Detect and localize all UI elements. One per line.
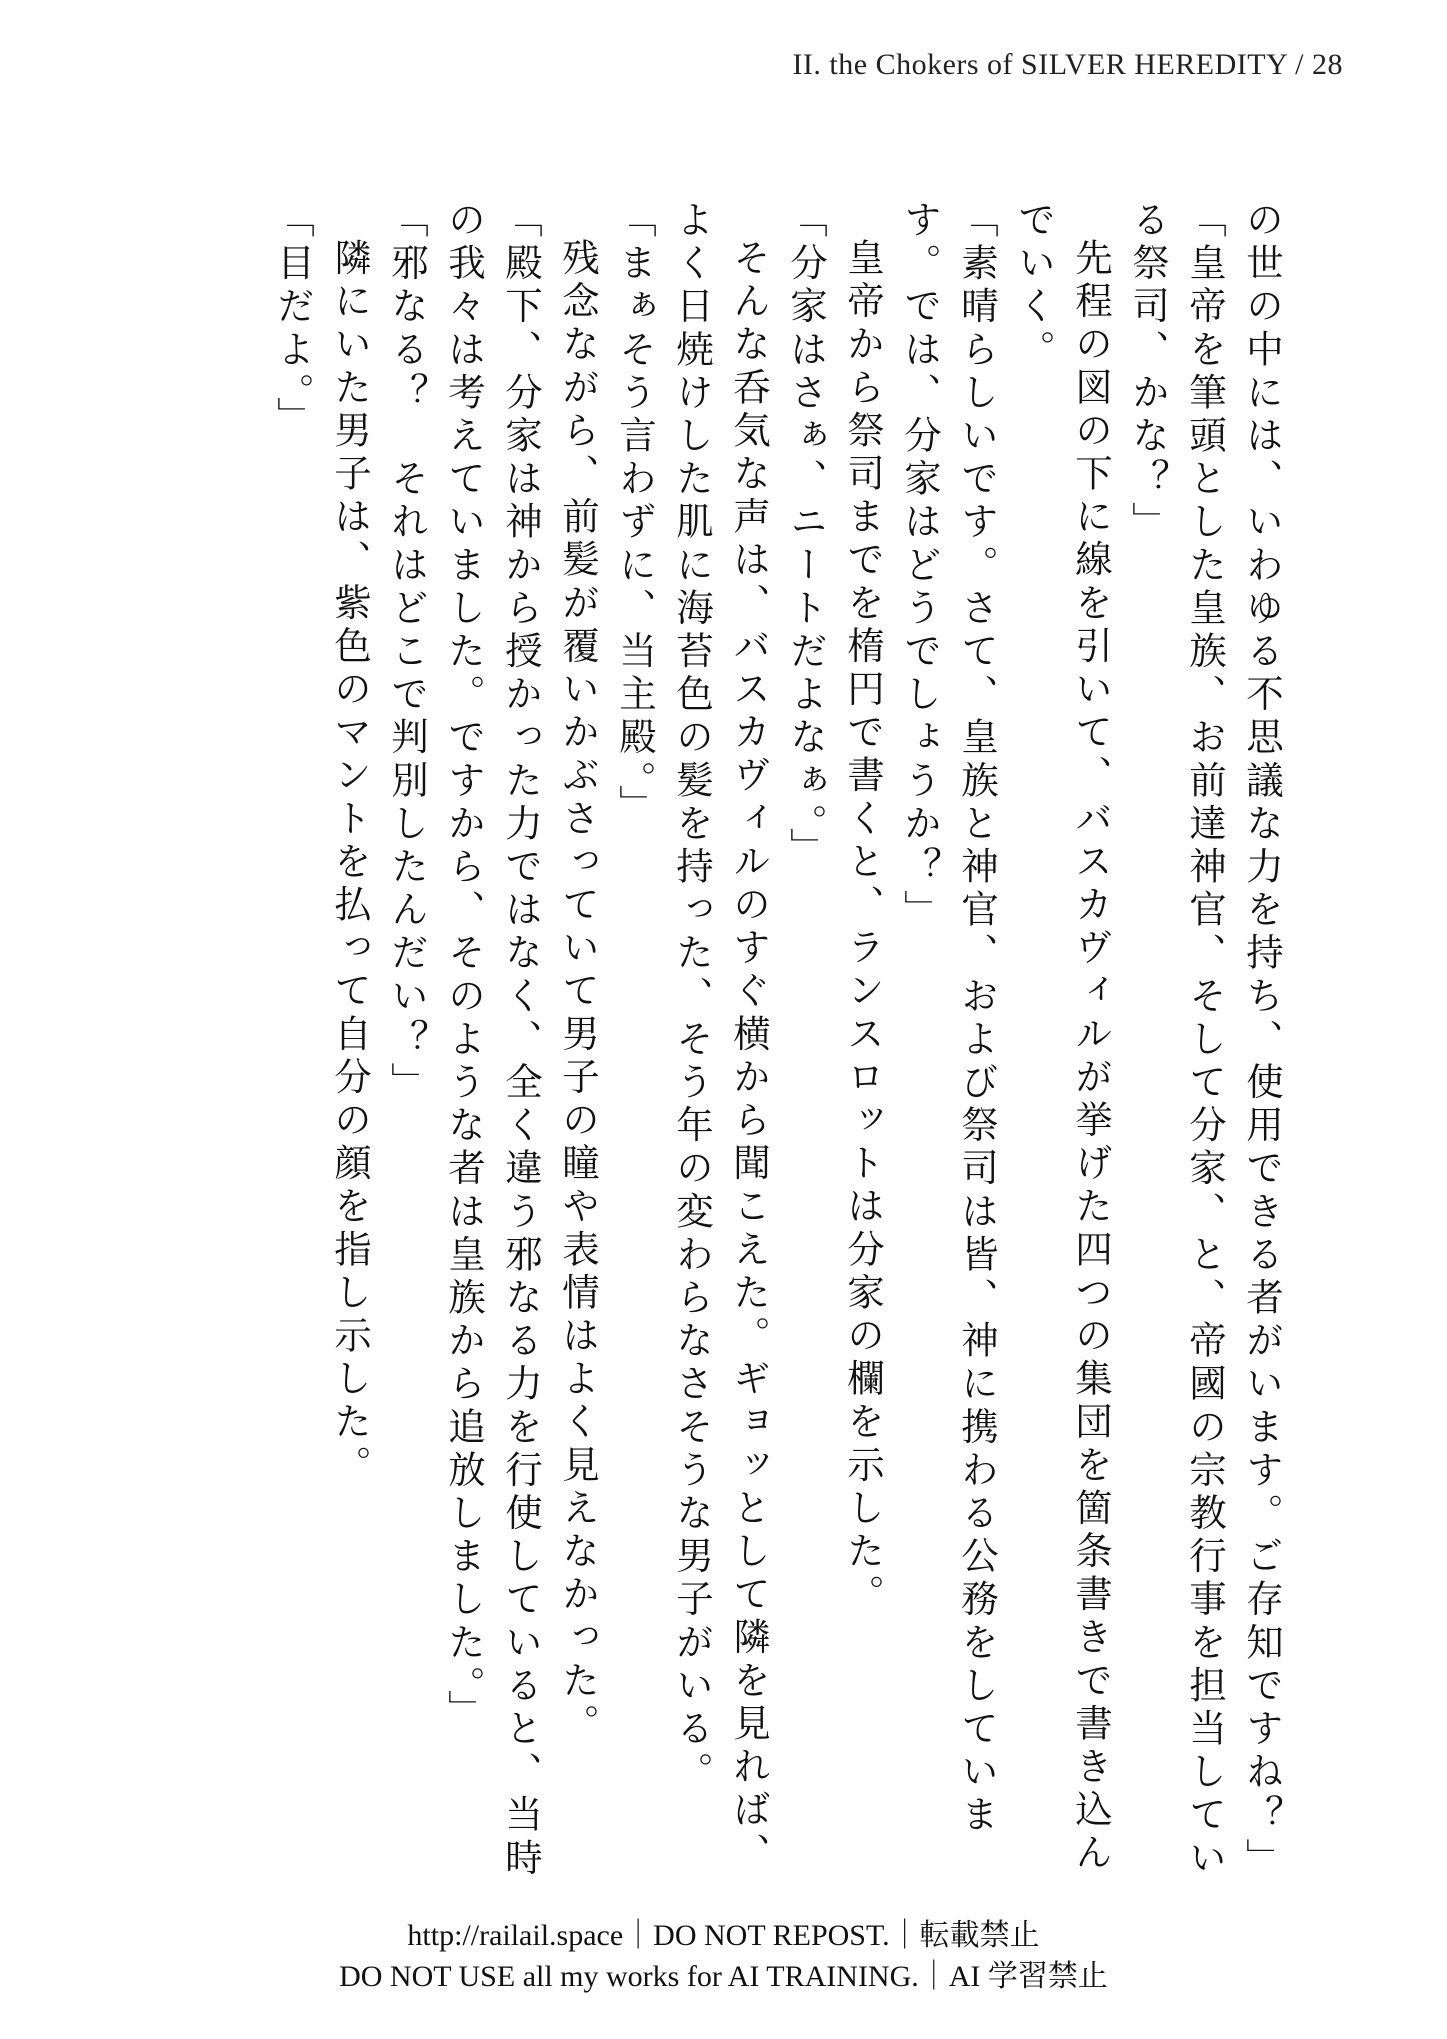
paragraph-2: 「皇帝を筆頭とした皇族、お前達神官、そして分家、と、帝國の宗教行事を担当している祭司、かな？」 [1126, 200, 1227, 1881]
paragraph-13: 「目だよ。」 [271, 200, 315, 440]
vertical-body-text [140, 200, 1290, 1900]
paragraph-10: 「殿下、分家は神から授かった力ではなく、全く違う邪なる力を行使していると、当時の我々は考えていました。ですから、そのような者は皇族から追放しました。」 [442, 200, 543, 1881]
footer-line-repost: http://railail.space｜DO NOT REPOST.｜転載禁止 [407, 1919, 1040, 1952]
footer-line-ai-training: DO NOT USE all my works for AI TRAINING.｜AI 学習禁止 [339, 1960, 1108, 1993]
paragraph-12: 隣にいた男子は、紫色のマントを払って自分の顔を指し示した。 [328, 237, 372, 1488]
footer-notice [0, 1915, 1447, 1997]
paragraph-11: 「邪なる？ それはどこで判別したんだい？」 [385, 200, 429, 1106]
paragraph-4: 「素晴らしいです。さて、皇族と神官、および祭司は皆、神に携わる公務をしています。では、分家はどうでしょうか？」 [898, 200, 999, 1838]
paragraph-9: 残念ながら、前髪が覆いかぶさっていて男子の瞳や表情はよく見えなかった。 [556, 237, 600, 1746]
running-header: II. the Chokers of SILVER HEREDITY / 28 [792, 48, 1343, 81]
paragraph-5: 皇帝から祭司までを楕円で書くと、ランスロットは分家の欄を示した。 [841, 237, 885, 1617]
paragraph-1: の世の中には、いわゆる不思議な力を持ち、使用できる者がいます。ご存知ですね？」 [1240, 200, 1284, 1881]
paragraph-3: 先程の図の下に線を引いて、バスカヴィルが挙げた四つの集団を箇条書きで書き込んでいく。 [1012, 200, 1113, 1876]
paragraph-6: 「分家はさぁ、ニートだよなぁ。」 [784, 200, 828, 871]
paragraph-7: そんな呑気な声は、バスカヴィルのすぐ横から聞こえた。ギョッとして隣を見れば、よく日焼けした肌に海苔色の髪を持った、そう年の変わらなさそうな男子がいる。 [670, 200, 771, 1876]
paragraph-8: 「まぁそう言わずに、当主殿。」 [613, 200, 657, 828]
